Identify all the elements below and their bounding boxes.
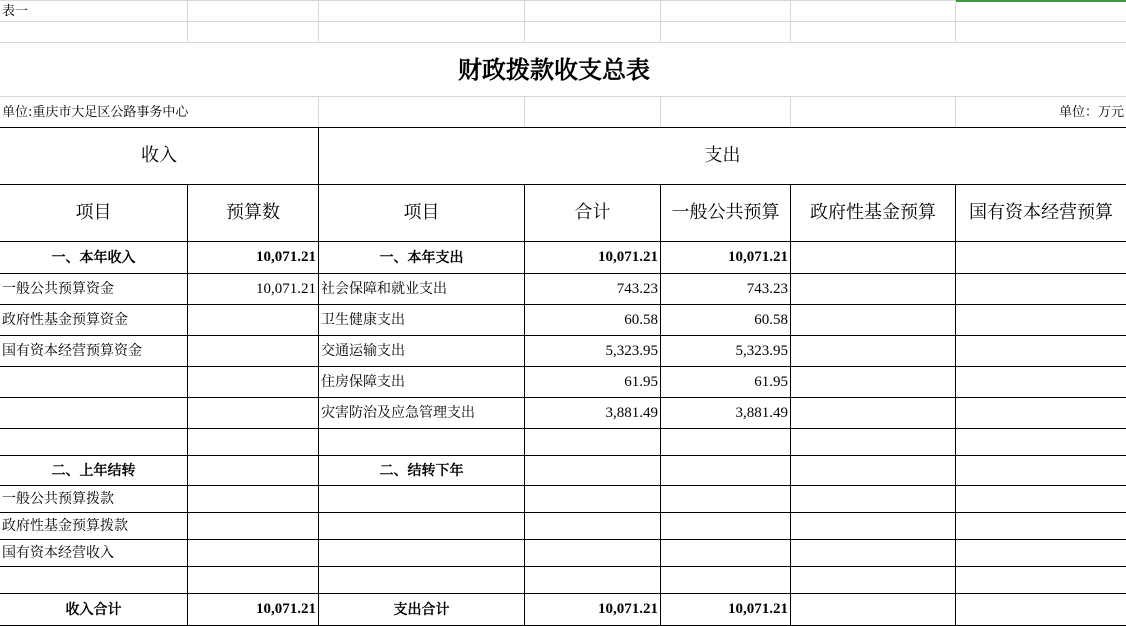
income-item: 政府性基金预算资金 [2,312,128,328]
expense-general: 743.23 [746,280,788,297]
unit-currency: 单位：万元 [1058,104,1124,120]
expense-total: 10,071.21 [598,249,658,265]
header-income: 收入 [141,145,177,166]
expense-general: 61.95 [754,373,788,390]
expense-grand-total: 10,071.21 [598,601,658,617]
income-item: 一般公共预算资金 [2,281,114,297]
header-expense-item: 项目 [403,202,440,223]
header-general-budget: 一般公共预算 [671,202,780,223]
unit-organization: 单位:重庆市大足区公路事务中心 [2,104,189,120]
income-amount: 10,071.21 [256,249,316,265]
expense-item: 二、结转下年 [379,462,464,479]
header-state-capital-budget: 国有资本经营预算 [969,202,1113,223]
header-gov-fund-budget: 政府性基金预算 [810,202,936,223]
expense-total: 743.23 [616,280,658,297]
expense-general: 10,071.21 [728,249,788,265]
expense-item: 住房保障支出 [321,374,405,390]
table-label: 表一 [2,3,29,19]
income-total-label: 收入合计 [65,601,122,618]
expense-item: 卫生健康支出 [321,312,405,328]
income-item: 一般公共预算拨款 [2,491,114,507]
expense-total: 61.95 [624,373,658,390]
expense-item: 灾害防治及应急管理支出 [321,405,475,421]
expense-total: 60.58 [624,311,658,328]
expense-item: 社会保障和就业支出 [321,281,447,297]
expense-item: 一、本年支出 [379,249,464,266]
header-expense: 支出 [704,145,741,166]
header-total: 合计 [574,202,611,223]
income-item: 二、上年结转 [51,462,136,479]
expense-general: 5,323.95 [735,342,788,359]
expense-total-label: 支出合计 [393,601,450,618]
expense-general: 3,881.49 [735,404,788,421]
income-total-amount: 10,071.21 [256,601,316,617]
expense-item: 交通运输支出 [321,343,405,359]
income-amount: 10,071.21 [256,280,316,297]
header-budget-amount: 预算数 [226,202,280,223]
income-item: 政府性基金预算拨款 [2,518,128,534]
expense-general-total: 10,071.21 [728,601,788,617]
income-item: 一、本年收入 [51,249,136,266]
page-title: 财政拨款收支总表 [458,55,650,84]
expense-total: 5,323.95 [605,342,658,359]
income-item: 国有资本经营收入 [2,545,114,561]
expense-total: 3,881.49 [605,404,658,421]
header-income-item: 项目 [75,202,112,223]
income-item: 国有资本经营预算资金 [2,343,142,359]
expense-general: 60.58 [754,311,788,328]
